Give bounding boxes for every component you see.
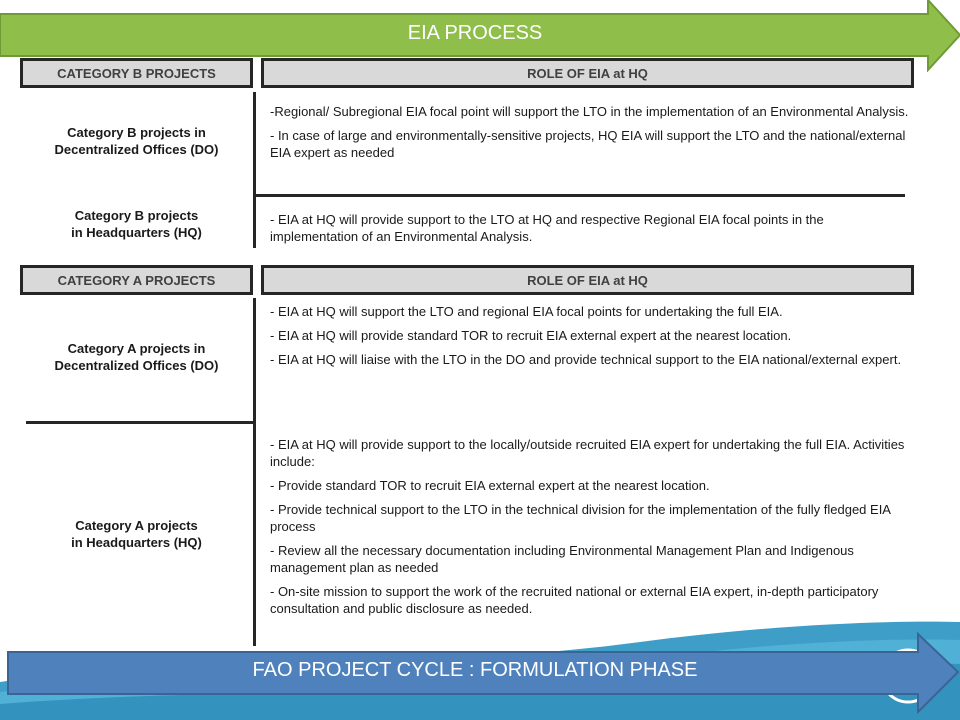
role-of-eia-header-a: ROLE OF EIA at HQ: [261, 265, 914, 295]
column-divider-a: [253, 298, 256, 646]
category-b-do-label: [20, 124, 253, 158]
category-b-do-label-line2: Decentralized Offices (DO): [54, 142, 219, 157]
role-item: -Regional/ Subregional EIA focal point will support the LTO in the implementation of an Environmental Analysis.: [270, 104, 909, 119]
role-item: - On-site mission to support the work of the recruited national or external EIA expert, in-depth participatory consultation and public disclosure as needed.: [270, 584, 879, 616]
role-item: - EIA at HQ will liaise with the LTO in the DO and provide technical support to the EIA national/external expert.: [270, 352, 902, 367]
column-divider-b: [253, 92, 256, 248]
role-item: - EIA at HQ will provide support to the locally/outside recruited EIA expert for undertaking the full EIA. Activities include:: [270, 437, 905, 469]
category-a-hq-label: [20, 517, 253, 551]
role-item: - EIA at HQ will provide support to the LTO at HQ and respective Regional EIA focal points in the implementation of an Environmental Analysis.: [270, 212, 824, 244]
category-a-do-label-line2: Decentralized Offices (DO): [54, 358, 219, 373]
category-a-hq-role: [270, 436, 918, 624]
category-b-do-role: [270, 103, 910, 168]
divider-a: [26, 421, 253, 424]
role-of-eia-header-b: ROLE OF EIA at HQ: [261, 58, 914, 88]
role-item: - Provide standard TOR to recruit EIA external expert at the nearest location.: [270, 478, 710, 493]
category-b-hq-label: [20, 207, 253, 241]
category-b-hq-role: [270, 211, 910, 252]
category-b-hq-label-line2: in Headquarters (HQ): [71, 225, 202, 240]
divider-b: [253, 194, 905, 197]
category-a-do-role: [270, 303, 915, 375]
role-item: - In case of large and environmentally-sensitive projects, HQ EIA will support the LTO and the national/external EIA expert as needed: [270, 128, 906, 160]
role-item: - EIA at HQ will provide standard TOR to recruit EIA external expert at the nearest location.: [270, 328, 792, 343]
role-item: - Provide technical support to the LTO in the technical division for the implementation of the fully fledged EIA process: [270, 502, 891, 534]
category-a-hq-label-line1: Category A projects: [75, 518, 198, 533]
category-b-do-label-line1: Category B projects in: [67, 125, 206, 140]
formulation-phase-title: FAO PROJECT CYCLE : FORMULATION PHASE: [252, 659, 698, 681]
category-b-header: CATEGORY B PROJECTS: [20, 58, 253, 88]
role-item: - Review all the necessary documentation including Environmental Management Plan and Indigenous management plan as needed: [270, 543, 854, 575]
eia-process-title: EIA PROCESS: [407, 22, 543, 44]
category-b-hq-label-line1: Category B projects: [74, 208, 199, 223]
role-item: - EIA at HQ will support the LTO and regional EIA focal points for undertaking the full EIA.: [270, 304, 783, 319]
category-a-do-label: [20, 340, 253, 374]
category-a-hq-label-line2: in Headquarters (HQ): [71, 535, 202, 550]
category-a-header: CATEGORY A PROJECTS: [20, 265, 253, 295]
category-a-do-label-line1: Category A projects in: [67, 341, 206, 356]
